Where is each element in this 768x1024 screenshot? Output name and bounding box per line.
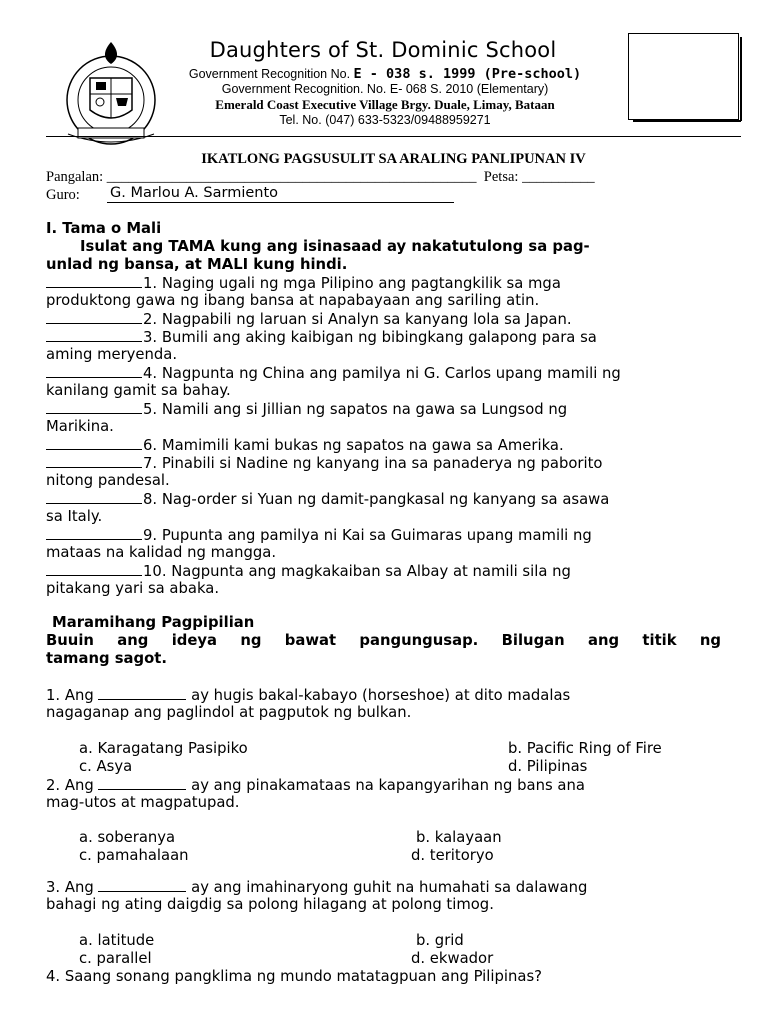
answer-blank[interactable] bbox=[46, 364, 142, 378]
choice-b[interactable]: b. Pacific Ring of Fire bbox=[508, 740, 662, 757]
school-address: Emerald Coast Executive Village Brgy. Duale, Limay, Bataan bbox=[215, 97, 555, 112]
school-name: Daughters of St. Dominic School bbox=[209, 38, 557, 62]
choice-c[interactable]: c. Asya bbox=[79, 758, 133, 775]
question-2 bbox=[46, 776, 585, 795]
item-text: 9. Pupunta ang pamilya ni Kai sa Guimaras upang mamili ng bbox=[143, 527, 592, 544]
item-text: 2. Nagpabili ng laruan si Analyn sa kanyang lola sa Japan. bbox=[143, 311, 572, 328]
list-item bbox=[46, 490, 609, 509]
list-item bbox=[46, 274, 561, 293]
choice-a[interactable]: a. soberanya bbox=[79, 829, 176, 846]
item-text: 10. Nagpunta ang magkakaiban sa Albay at namili sila ng bbox=[143, 563, 571, 580]
question-text: ay hugis bakal-kabayo (horseshoe) at dito madalas bbox=[186, 687, 571, 704]
choice-d[interactable]: d. teritoryo bbox=[411, 847, 494, 864]
item-text: 8. Nag-order si Yuan ng damit-pangkasal ng kanyang sa asawa bbox=[143, 491, 610, 508]
choice-c[interactable]: c. pamahalaan bbox=[79, 847, 189, 864]
question-number: 1. Ang bbox=[46, 687, 99, 704]
list-item bbox=[46, 454, 602, 473]
answer-blank[interactable] bbox=[46, 400, 142, 414]
answer-blank[interactable] bbox=[98, 776, 186, 790]
choice-b[interactable]: b. grid bbox=[416, 932, 464, 949]
choice-c[interactable]: c. parallel bbox=[79, 950, 152, 967]
item-text: 1. Naging ugali ng mga Pilipino ang pagtangkilik sa mga bbox=[143, 275, 561, 292]
item-text-cont: sa Italy. bbox=[46, 508, 103, 525]
part1-instruction: Isulat ang TAMA kung ang isinasaad ay nakatutulong sa pag- bbox=[80, 238, 590, 255]
item-text: 6. Mamimili kami bukas ng sapatos na gawa sa Amerika. bbox=[143, 437, 564, 454]
part2-heading: Maramihang Pagpipilian bbox=[52, 614, 255, 631]
item-text-cont: aming meryenda. bbox=[46, 346, 178, 363]
question-3 bbox=[46, 878, 587, 897]
choice-b[interactable]: b. kalayaan bbox=[416, 829, 502, 846]
list-item bbox=[46, 364, 621, 383]
item-text-cont: Marikina. bbox=[46, 418, 114, 435]
school-telephone: Tel. No. (047) 633-5323/09488959271 bbox=[279, 113, 491, 127]
question-number: 3. Ang bbox=[46, 879, 99, 896]
photo-box-shadow bbox=[740, 37, 742, 121]
recognition-elementary: Government Recognition. No. E- 068 S. 2010 (Elementary) bbox=[221, 82, 549, 96]
choice-d[interactable]: d. ekwador bbox=[411, 950, 494, 967]
question-1 bbox=[46, 686, 570, 705]
question-text-cont: bahagi ng ating daigdig sa polong hilagang at polong timog. bbox=[46, 896, 494, 913]
list-item bbox=[46, 400, 567, 419]
part1-heading: I. Tama o Mali bbox=[46, 220, 162, 237]
answer-blank[interactable] bbox=[46, 274, 142, 288]
teacher-label: Guro: bbox=[46, 187, 84, 203]
answer-blank[interactable] bbox=[46, 328, 142, 342]
item-text: 3. Bumili ang aking kaibigan ng bibingkang galapong para sa bbox=[143, 329, 597, 346]
teacher-name: G. Marlou A. Sarmiento bbox=[107, 185, 454, 203]
question-4: 4. Saang sonang pangklima ng mundo matatagpuan ang Pilipinas? bbox=[46, 968, 543, 985]
choice-d[interactable]: d. Pilipinas bbox=[508, 758, 588, 775]
list-item bbox=[46, 310, 572, 329]
question-text-cont: nagaganap ang paglindol at pagputok ng bulkan. bbox=[46, 704, 412, 721]
item-text: 7. Pinabili si Nadine ng kanyang ina sa panaderya ng paborito bbox=[143, 455, 603, 472]
choice-a[interactable]: a. Karagatang Pasipiko bbox=[79, 740, 248, 757]
answer-blank[interactable] bbox=[46, 526, 142, 540]
answer-blank[interactable] bbox=[46, 310, 142, 324]
list-item bbox=[46, 526, 592, 545]
recognition-value: E - 038 s. 1999 (Pre-school) bbox=[353, 66, 582, 82]
header-divider bbox=[46, 136, 741, 137]
part2-instruction: Buuin ang ideya ng bawat pangungusap. Bilugan ang titik ng bbox=[46, 632, 721, 649]
answer-blank[interactable] bbox=[46, 454, 142, 468]
question-number: 2. Ang bbox=[46, 777, 99, 794]
item-text: 5. Namili ang si Jillian ng sapatos na gawa sa Lungsod ng bbox=[143, 401, 568, 418]
item-text-cont: pitakang yari sa abaka. bbox=[46, 580, 220, 597]
list-item bbox=[46, 436, 564, 455]
answer-blank[interactable] bbox=[46, 490, 142, 504]
item-text-cont: kanilang gamit sa bahay. bbox=[46, 382, 231, 399]
answer-blank[interactable] bbox=[98, 878, 186, 892]
part2-instruction-cont: tamang sagot. bbox=[46, 650, 167, 667]
answer-blank[interactable] bbox=[46, 436, 142, 450]
name-date-line[interactable]: Pangalan: ___________________________________________________ Petsa: __________ bbox=[46, 169, 595, 185]
question-text: ay ang imahinaryong guhit na humahati sa dalawang bbox=[186, 879, 588, 896]
school-logo bbox=[60, 38, 162, 150]
answer-blank[interactable] bbox=[98, 686, 186, 700]
item-text-cont: mataas na kalidad ng mangga. bbox=[46, 544, 277, 561]
list-item bbox=[46, 328, 597, 347]
list-item bbox=[46, 562, 571, 581]
item-text: 4. Nagpunta ng China ang pamilya ni G. Carlos upang mamili ng bbox=[143, 365, 621, 382]
answer-blank[interactable] bbox=[46, 562, 142, 576]
photo-box bbox=[628, 33, 739, 120]
item-text-cont: produktong gawa ng ibang bansa at napabayaan ang sariling atin. bbox=[46, 292, 540, 309]
recognition-label: Government Recognition No. bbox=[188, 67, 351, 81]
recognition-preschool bbox=[160, 66, 610, 82]
question-text-cont: mag-utos at magpatupad. bbox=[46, 794, 240, 811]
question-text: ay ang pinakamataas na kapangyarihan ng bans ana bbox=[186, 777, 585, 794]
exam-title: IKATLONG PAGSUSULIT SA ARALING PANLIPUNAN IV bbox=[201, 151, 586, 167]
item-text-cont: nitong pandesal. bbox=[46, 472, 170, 489]
part1-instruction-cont: unlad ng bansa, at MALI kung hindi. bbox=[46, 256, 348, 273]
photo-box-shadow bbox=[633, 120, 741, 122]
choice-a[interactable]: a. latitude bbox=[79, 932, 155, 949]
